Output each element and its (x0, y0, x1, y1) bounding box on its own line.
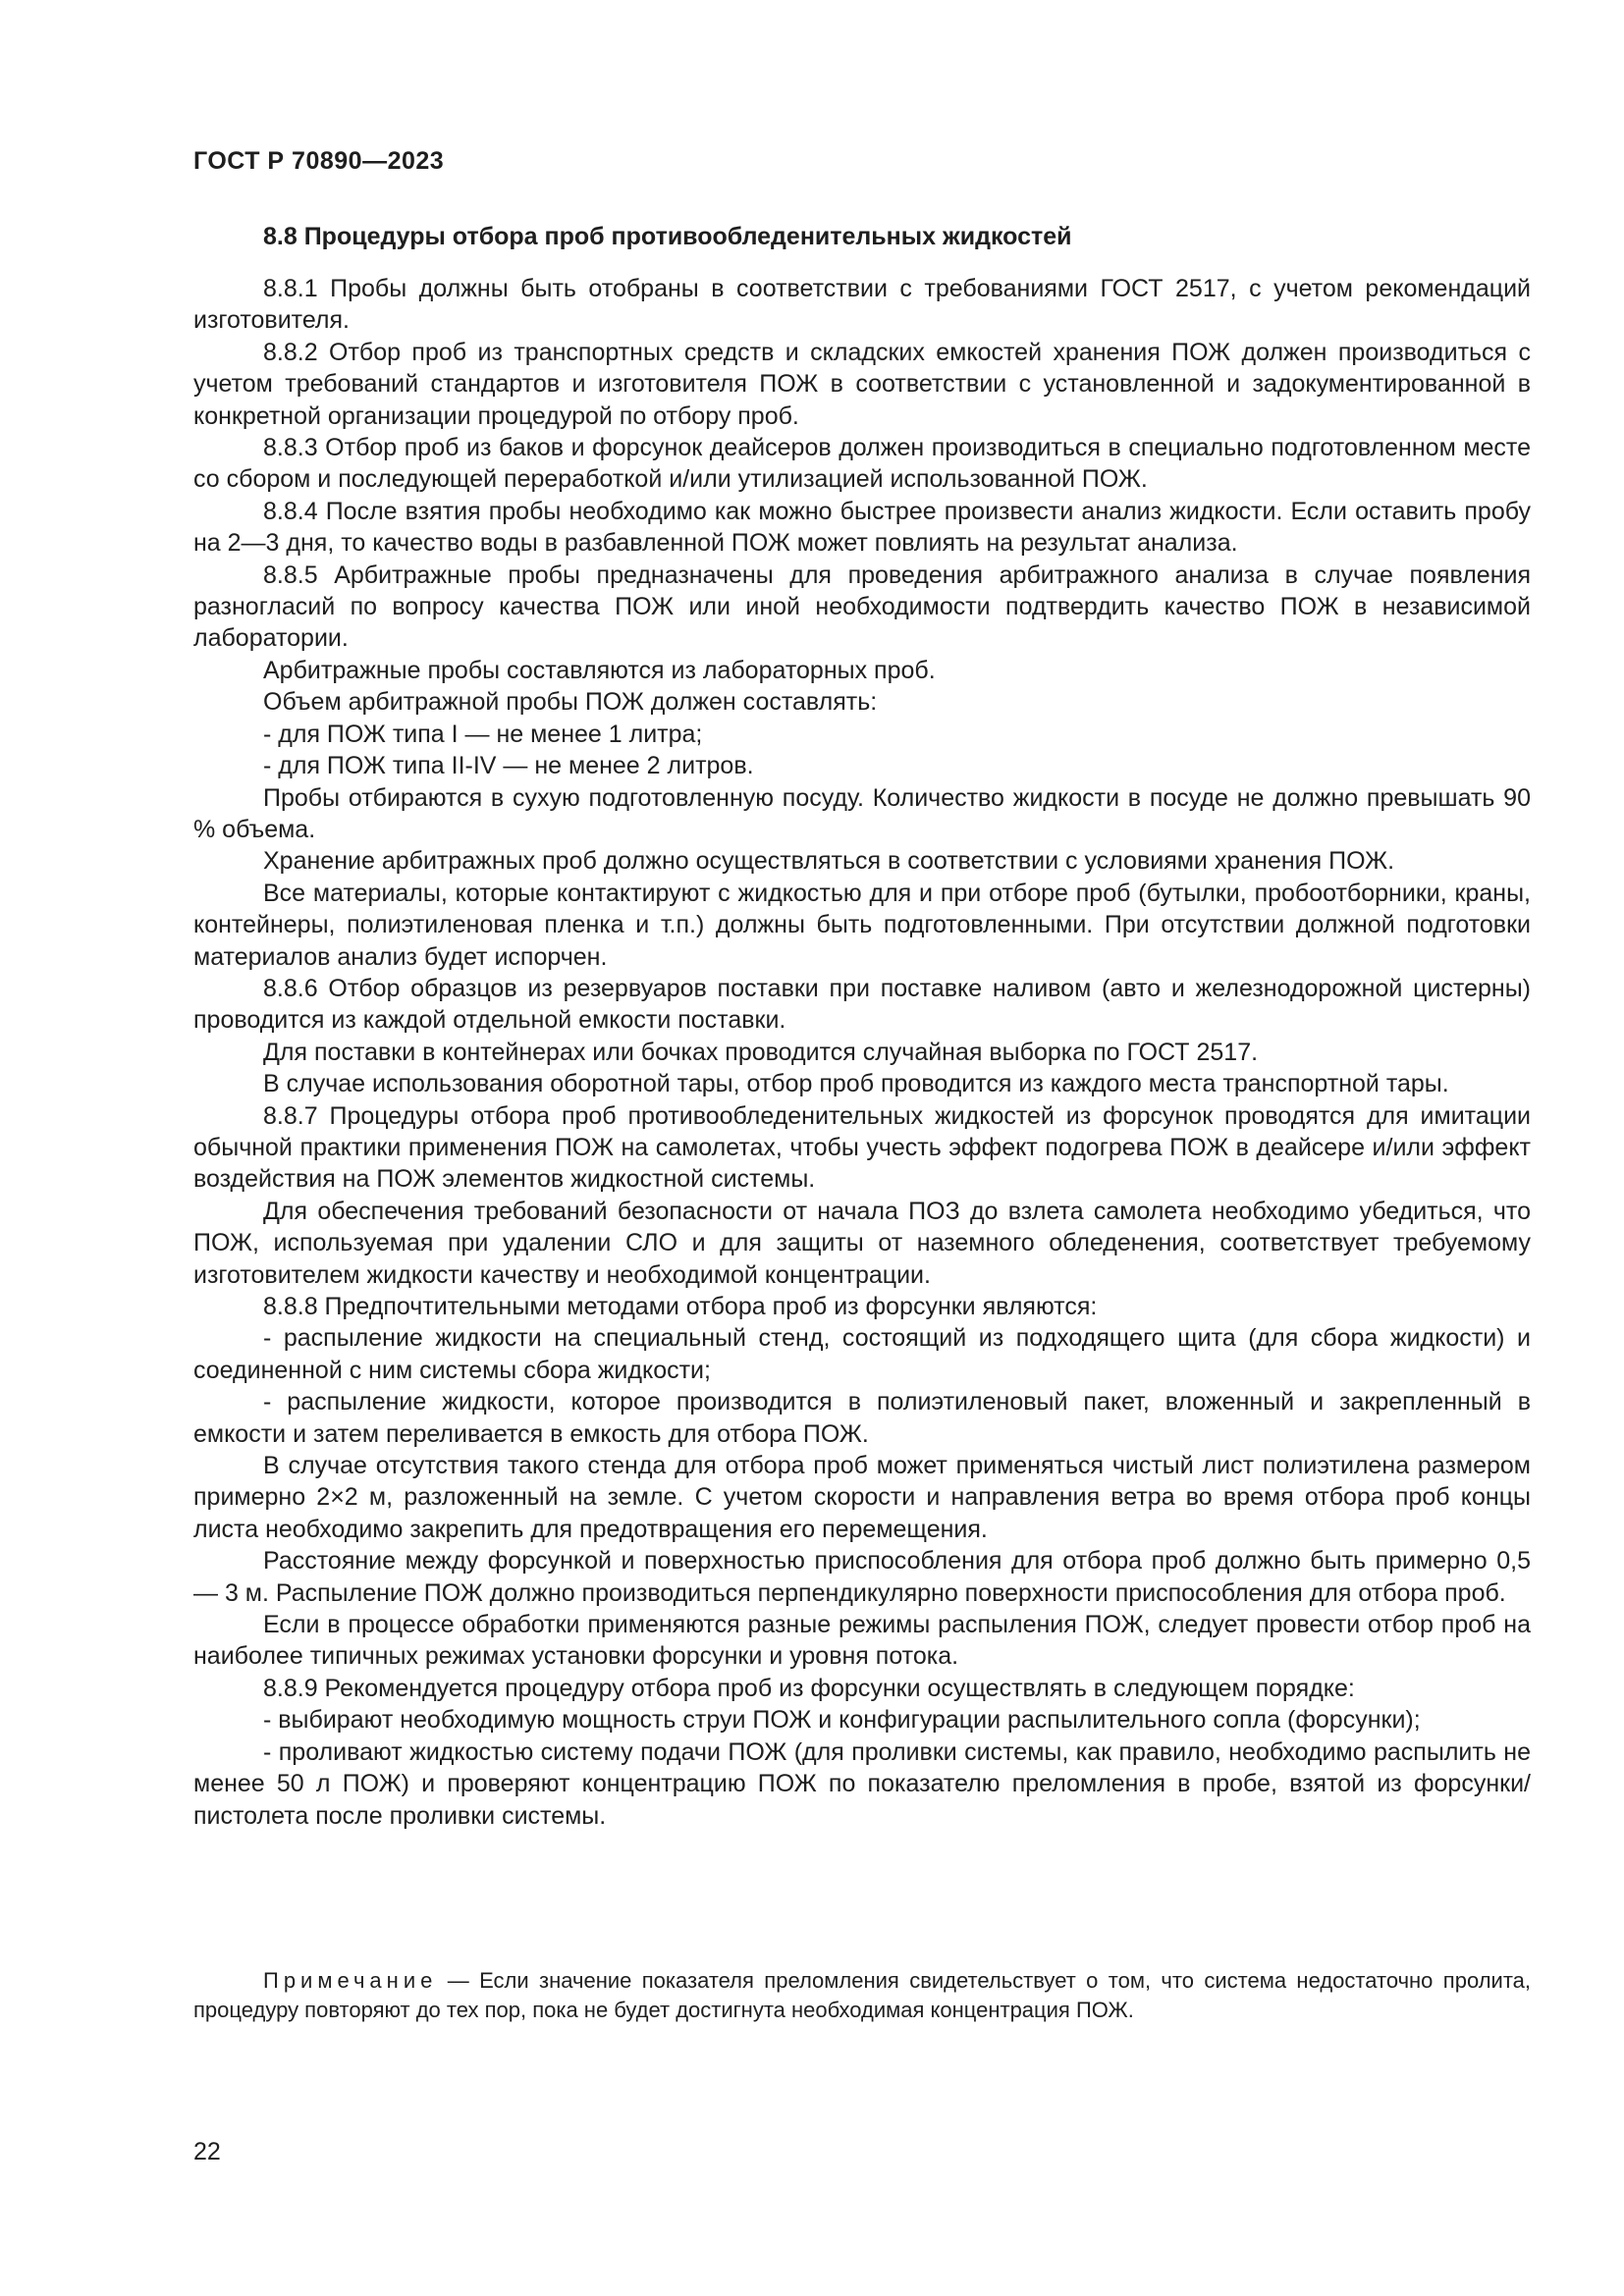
note-label: Примечание (263, 1968, 438, 1993)
note (193, 1966, 1531, 2025)
section-title: 8.8 Процедуры отбора проб противообледенительных жидкостей (263, 223, 1072, 250)
paragraph: 8.8.9 Рекомендуется процедуру отбора проб из форсунки осуществлять в следующем порядке: (263, 1674, 1355, 1702)
list-item: - для ПОЖ типа I — не менее 1 литра; (263, 720, 703, 748)
paragraph: Расстояние между форсункой и поверхностью приспособления для отбора проб должно быть примерно 0,5 — 3 м. Распыление ПОЖ должно производиться перпендикулярно поверхности приспособления для отбора проб. (193, 1547, 1531, 1607)
document-header: ГОСТ Р 70890—2023 (193, 147, 445, 175)
page-number: 22 (193, 2138, 221, 2165)
list-item: - проливают жидкостью систему подачи ПОЖ (для проливки системы, как правило, необходимо распылить не менее 50 л ПОЖ) и проверяют концентрацию ПОЖ по показателю преломления в пробе, взятой из форсунки/пистолета после проливки системы. (193, 1737, 1531, 1830)
paragraph: Объем арбитражной пробы ПОЖ должен составлять: (263, 688, 878, 717)
paragraph: Все материалы, которые контактируют с жидкостью для и при отборе проб (бутылки, пробоотборники, краны, контейнеры, полиэтиленовая пленка и т.п.) должны быть подготовленными. При отсутствии должной подготовки материалов анализ будет испорчен. (193, 879, 1531, 971)
paragraph: 8.8.3 Отбор проб из баков и форсунок деайсеров должен производиться в специально подготовленном месте со сбором и последующей переработкой и/или утилизацией использованной ПОЖ. (193, 434, 1531, 494)
list-item: - для ПОЖ типа II-IV — не менее 2 литров. (263, 752, 754, 780)
paragraph: 8.8.2 Отбор проб из транспортных средств и складских емкостей хранения ПОЖ должен производиться с учетом требований стандартов и изготовителя ПОЖ в соответствии с установленной и задокументированной в конкретной организации процедурой по отбору проб. (193, 338, 1531, 430)
paragraph: 8.8.7 Процедуры отбора проб противообледенительных жидкостей из форсунок проводятся для имитации обычной практики применения ПОЖ на самолетах, чтобы учесть эффект подогрева ПОЖ в деайсере и/или эффект воздействия на ПОЖ элементов жидкостной системы. (193, 1101, 1531, 1194)
paragraph: В случае отсутствия такого стенда для отбора проб может применяться чистый лист полиэтилена размером примерно 2×2 м, разложенный на земле. С учетом скорости и направления ветра во время отбора проб концы листа необходимо закрепить для предотвращения его перемещения. (193, 1452, 1531, 1543)
paragraph: 8.8.4 После взятия пробы необходимо как можно быстрее произвести анализ жидкости. Если оставить пробу на 2—3 дня, то качество воды в разбавленной ПОЖ может повлиять на результат анализа. (193, 497, 1531, 558)
list-item: - выбирают необходимую мощность струи ПОЖ и конфигурации распылительного сопла (форсунки); (263, 1706, 1421, 1735)
paragraph: В случае использования оборотной тары, отбор проб проводится из каждого места транспортной тары. (263, 1070, 1449, 1098)
paragraph: Если в процессе обработки применяются разные режимы распыления ПОЖ, следует провести отбор проб на наиболее типичных режимах установки форсунки и уровня потока. (193, 1611, 1531, 1671)
paragraph: 8.8.8 Предпочтительными методами отбора проб из форсунки являются: (263, 1293, 1098, 1320)
paragraph: Пробы отбираются в сухую подготовленную посуду. Количество жидкости в посуде не должно превышать 90 % объема. (193, 783, 1531, 843)
list-item: - распыление жидкости на специальный стенд, состоящий из подходящего щита (для сбора жидкости) и соединенной с ним системы сбора жидкости; (193, 1324, 1531, 1384)
note-text: — Если значение показателя преломления свидетельствует о том, что система недостаточно пролита, процедуру повторяют до тех пор, пока не будет достигнута необходимая концентрация ПОЖ. (193, 1968, 1531, 2022)
paragraph: Для поставки в контейнерах или бочках проводится случайная выборка по ГОСТ 2517. (263, 1038, 1259, 1066)
paragraph: 8.8.6 Отбор образцов из резервуаров поставки при поставке наливом (авто и железнодорожной цистерны) проводится из каждой отдельной емкости поставки. (193, 974, 1531, 1035)
paragraph: Арбитражные пробы составляются из лабораторных проб. (263, 656, 936, 684)
section-body (193, 273, 1531, 1832)
paragraph: 8.8.5 Арбитражные пробы предназначены для проведения арбитражного анализа в случае появления разногласий по вопросу качества ПОЖ или иной необходимости подтвердить качество ПОЖ в независимой лаборатории. (193, 561, 1531, 653)
paragraph: Хранение арбитражных проб должно осуществляться в соответствии с условиями хранения ПОЖ. (263, 847, 1395, 876)
list-item: - распыление жидкости, которое производится в полиэтиленовый пакет, вложенный и закрепленный в емкости и затем переливается в емкость для отбора ПОЖ. (193, 1388, 1531, 1448)
paragraph: 8.8.1 Пробы должны быть отобраны в соответствии с требованиями ГОСТ 2517, с учетом рекомендаций изготовителя. (193, 275, 1531, 335)
paragraph: Для обеспечения требований безопасности от начала ПОЗ до взлета самолета необходимо убедиться, что ПОЖ, используемая при удалении СЛО и для защиты от наземного обледенения, соответствует требуемому изготовителем жидкости качеству и необходимой концентрации. (193, 1197, 1531, 1289)
